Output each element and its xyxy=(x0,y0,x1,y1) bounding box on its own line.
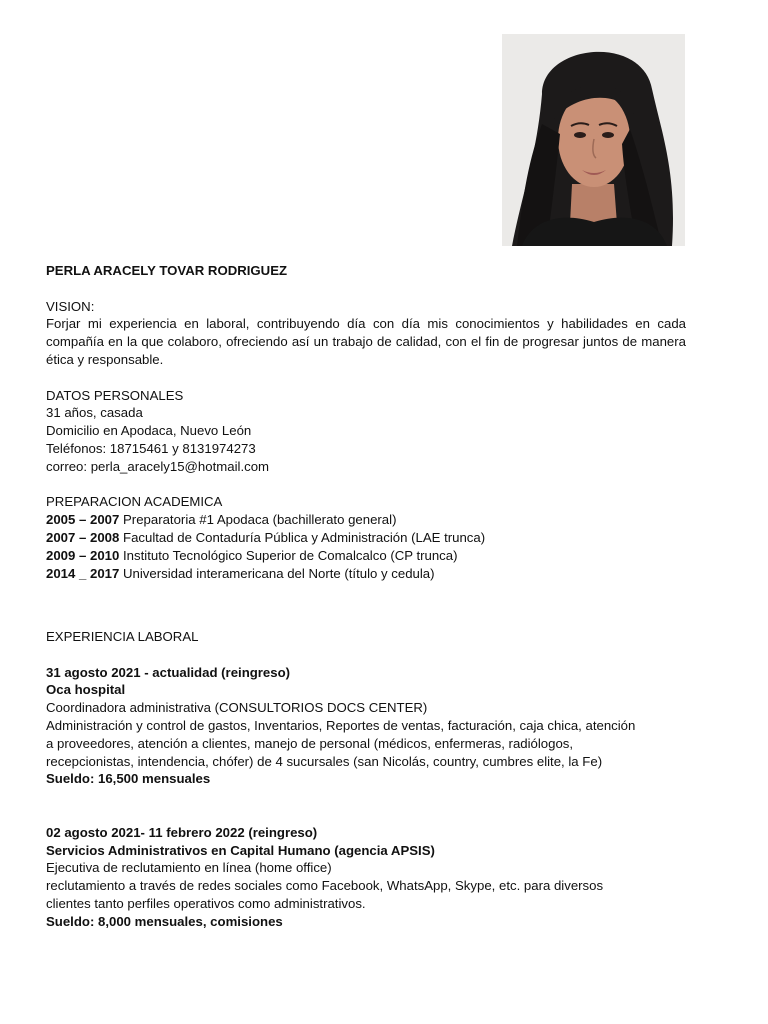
education-text: Universidad interamericana del Norte (título y cedula) xyxy=(119,565,435,581)
job-company: Oca hospital xyxy=(46,682,126,698)
education-item xyxy=(46,565,686,583)
job-role: Ejecutiva de reclutamiento en línea (home office) xyxy=(46,860,332,876)
job-role: Coordinadora administrativa (CONSULTORIOS DOCS CENTER) xyxy=(46,700,428,716)
education-heading: PREPARACION ACADEMICA xyxy=(46,494,223,510)
personal-line-age: 31 años, casada xyxy=(46,405,143,421)
education-text: Instituto Tecnológico Superior de Comalcalco (CP trunca) xyxy=(119,547,458,563)
personal-line-email: correo: perla_aracely15@hotmail.com xyxy=(46,458,270,474)
education-text: Facultad de Contaduría Pública y Administración (LAE trunca) xyxy=(119,529,486,545)
job-desc-line: a proveedores, atención a clientes, manejo de personal (médicos, enfermeras, radiólogos, xyxy=(46,735,574,751)
experience-heading: EXPERIENCIA LABORAL xyxy=(46,628,199,644)
job-desc-line: reclutamiento a través de redes sociales como Facebook, WhatsApp, Skype, etc. para diversos xyxy=(46,878,604,894)
job-desc-line: recepcionistas, intendencia, chófer) de 4 sucursales (san Nicolás, country, cumbres elite, la Fe) xyxy=(46,753,603,769)
education-years: 2005 – 2007 xyxy=(46,512,120,528)
vision-text: Forjar mi experiencia en laboral, contribuyendo día con día mis conocimientos y habilidades en cada compañía en la que colaboro, ofreciendo así un trabajo de calidad, con el fin de progresar juntos de manera ética y responsable. xyxy=(46,316,686,367)
education-text: Preparatoria #1 Apodaca (bachillerato general) xyxy=(119,512,397,528)
personal-heading: DATOS PERSONALES xyxy=(46,387,184,403)
education-years: 2007 – 2008 xyxy=(46,529,120,545)
education-item xyxy=(46,511,686,529)
personal-line-phones: Teléfonos: 18715461 y 8131974273 xyxy=(46,440,256,456)
job-desc-line: Administración y control de gastos, Inventarios, Reportes de ventas, facturación, caja chica, atención xyxy=(46,717,636,733)
education-item xyxy=(46,547,686,565)
profile-photo xyxy=(502,34,685,246)
full-name: PERLA ARACELY TOVAR RODRIGUEZ xyxy=(46,263,288,278)
job-period: 02 agosto 2021- 11 febrero 2022 (reingreso) xyxy=(46,824,318,840)
job-salary: Sueldo: 8,000 mensuales, comisiones xyxy=(46,913,283,929)
job-desc-line: clientes tanto perfiles operativos como administrativos. xyxy=(46,895,366,911)
vision-heading: VISION: xyxy=(46,298,95,314)
job-company: Servicios Administrativos en Capital Humano (agencia APSIS) xyxy=(46,842,435,858)
job-period: 31 agosto 2021 - actualidad (reingreso) xyxy=(46,664,291,680)
profile-photo-graphic xyxy=(502,34,685,246)
education-years: 2009 – 2010 xyxy=(46,547,120,563)
resume-content xyxy=(46,262,686,930)
education-years: 2014 _ 2017 xyxy=(46,565,120,581)
personal-line-address: Domicilio en Apodaca, Nuevo León xyxy=(46,423,252,439)
education-item xyxy=(46,529,686,547)
job-salary: Sueldo: 16,500 mensuales xyxy=(46,771,211,787)
